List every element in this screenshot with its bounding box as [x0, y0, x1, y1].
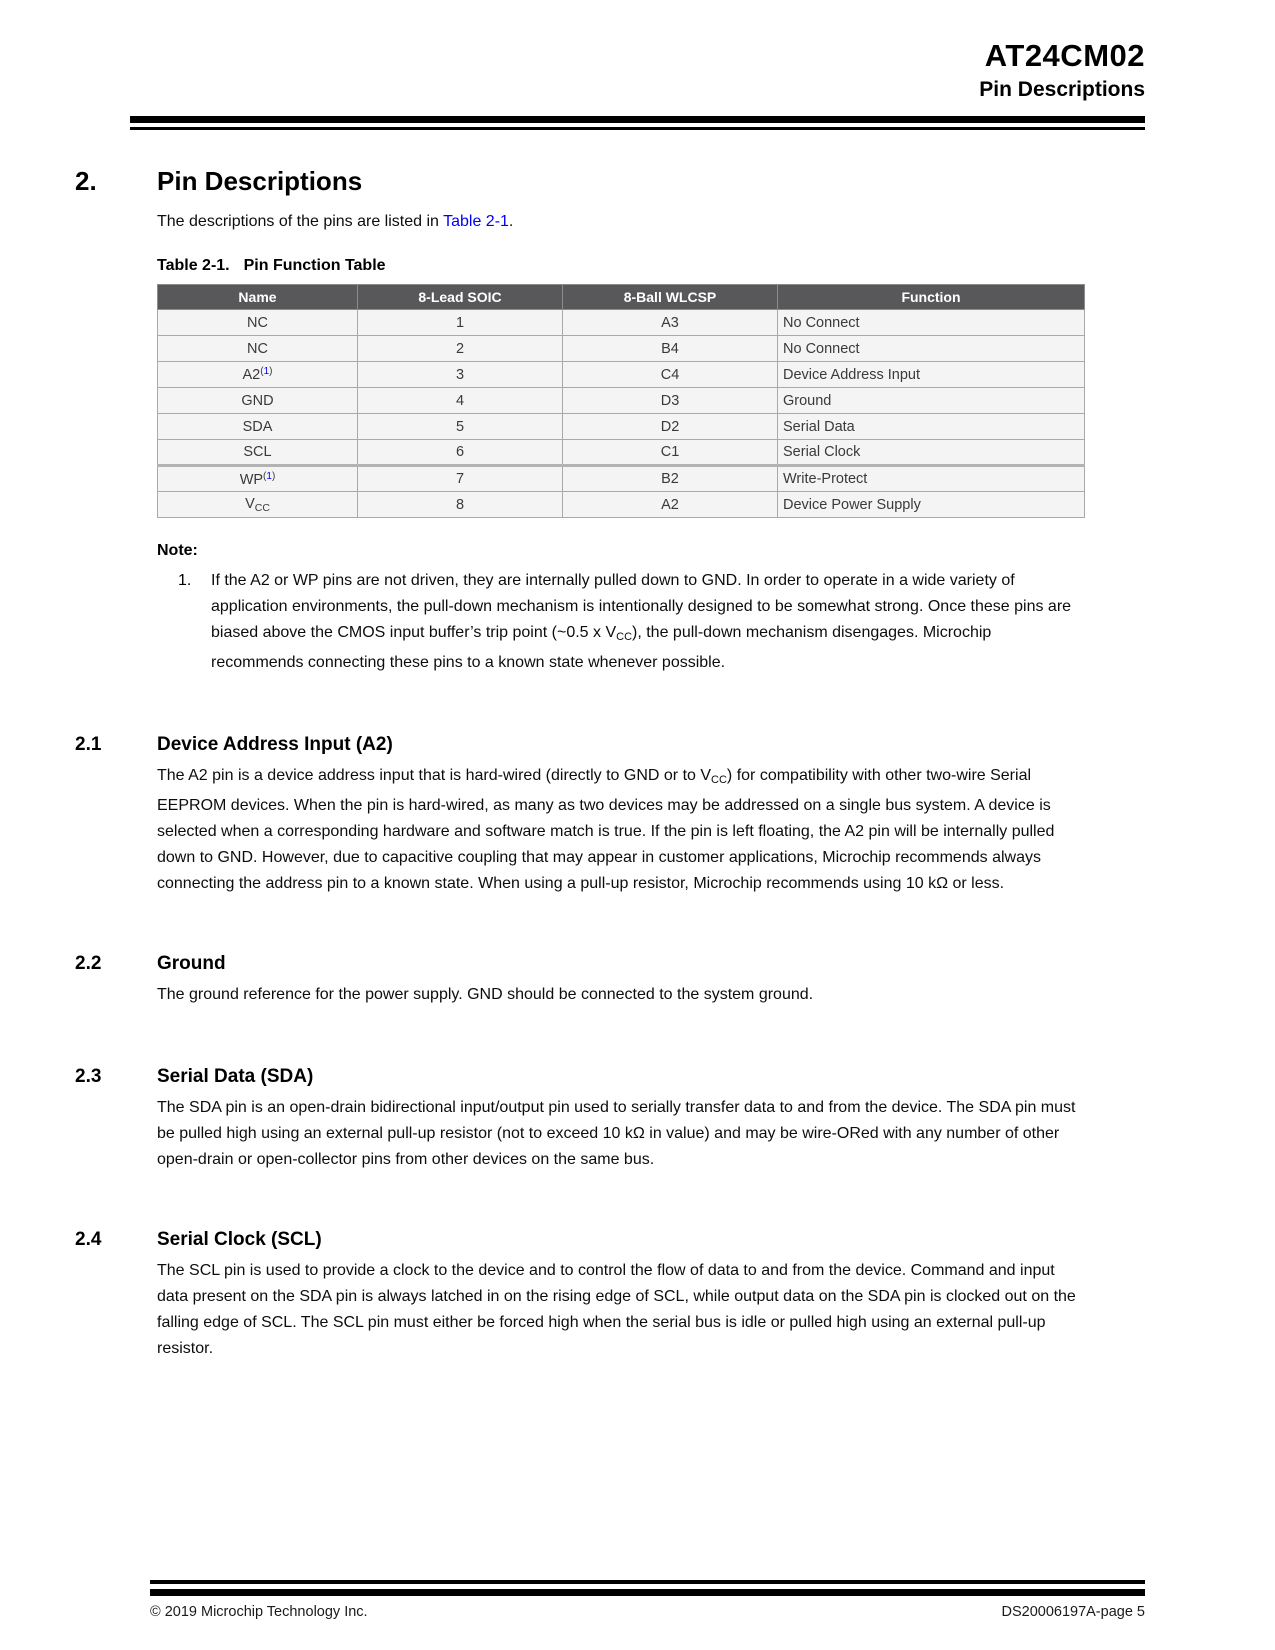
- column-header-function: Function: [778, 285, 1085, 310]
- header-rule-thick: [130, 116, 1145, 123]
- table-caption: [157, 257, 1275, 275]
- note-item-1: [178, 568, 1275, 676]
- footnote-marker: (1): [260, 366, 273, 377]
- table-2-1-link[interactable]: Table 2-1: [443, 213, 509, 230]
- table-row: [158, 492, 1085, 518]
- pin-name-cell: A2$^{(1)}$: [158, 362, 358, 388]
- table-row: [158, 336, 1085, 362]
- note-text-part2: ), the pull-down mechanism disengages. Microchip recommends connecting these pins to a known state whenever possible.: [211, 624, 992, 671]
- table-row: [158, 466, 1085, 492]
- table-row: [158, 362, 1085, 388]
- pin-soic-cell: 6: [358, 440, 563, 466]
- table-header-row: [158, 285, 1085, 310]
- column-header-wlcsp: 8-Ball WLCSP: [563, 285, 778, 310]
- pin-wlcsp-cell: D2: [563, 414, 778, 440]
- header-divider: [130, 116, 1145, 130]
- pin-name-cell: SCL: [158, 440, 358, 466]
- table-row: [158, 414, 1085, 440]
- section-2-3-heading: [0, 1066, 1275, 1088]
- pin-name-cell: WP$^{(1)}$: [158, 466, 358, 492]
- s21-text-part1: The A2 pin is a device address input that is hard-wired (directly to GND or to V: [157, 767, 712, 784]
- s21-text-part2: ) for compatibility with other two-wire Serial EEPROM devices. When the pin is hard-wired, as many as two devices may be addressed on a single bus system. A device is selected when a corresponding hardware and software match is true. If the pin is left floating, the A2 pin will be internally pulled down to GND. However, due to capacitive coupling that may appear in customer applications, Microchip recommends always connecting the address pin to a known state. When using a pull-up resistor, Microchip recommends using 10 kΩ or less.: [157, 767, 1055, 892]
- column-header-name: Name: [158, 285, 358, 310]
- table-caption-label: Table 2-1.: [157, 257, 230, 274]
- section-2-2-heading: [0, 953, 1275, 975]
- section-title: Serial Data (SDA): [157, 1066, 314, 1087]
- pin-soic-cell: 2: [358, 336, 563, 362]
- section-number: 2.4: [75, 1229, 102, 1250]
- footer-copyright: © 2019 Microchip Technology Inc.: [150, 1604, 368, 1620]
- section-title: Pin Descriptions: [157, 166, 363, 196]
- note-item-text: [211, 568, 1083, 676]
- pin-wlcsp-cell: A2: [563, 492, 778, 518]
- pin-function-cell: Serial Clock: [778, 440, 1085, 466]
- section-2-1-heading: [0, 734, 1275, 756]
- pin-table-body: [158, 310, 1085, 518]
- table-row: [158, 440, 1085, 466]
- section-2-3-body: The SDA pin is an open-drain bidirectional input/output pin used to serially transfer data to and from the device. The SDA pin must be pulled high using an external pull-up resistor (not to exceed 10 kΩ in value) and may be wire-ORed with any number of other open-drain or open-collector pins from other devices on the same bus.: [157, 1099, 1076, 1168]
- pin-wlcsp-cell: A3: [563, 310, 778, 336]
- table-row: [158, 310, 1085, 336]
- document-subtitle: Pin Descriptions: [979, 78, 1145, 101]
- note-text-part1: If the A2 or WP pins are not driven, they are internally pulled down to GND. In order to operate in a wide variety of application environments, the pull-down mechanism is intentionally designed to be somewhat strong. Once these pins are biased above the CMOS input buffer’s trip point (~0.5 x V: [211, 572, 1072, 641]
- pin-soic-cell: 8: [358, 492, 563, 518]
- section-number: 2.2: [75, 953, 102, 974]
- intro-paragraph: [157, 209, 1087, 235]
- pin-function-cell: Serial Data: [778, 414, 1085, 440]
- footnote-1-link[interactable]: 1: [266, 470, 272, 482]
- page-footer: [0, 1580, 1275, 1620]
- pin-function-cell: No Connect: [778, 310, 1085, 336]
- pin-soic-cell: 3: [358, 362, 563, 388]
- pin-wlcsp-cell: C1: [563, 440, 778, 466]
- column-header-soic: 8-Lead SOIC: [358, 285, 563, 310]
- section-title: Ground: [157, 953, 226, 974]
- document-title: AT24CM02: [984, 38, 1145, 73]
- pin-function-cell: Ground: [778, 388, 1085, 414]
- pin-name-cell: GND: [158, 388, 358, 414]
- intro-text-pre: The descriptions of the pins are listed in: [157, 213, 444, 230]
- pin-soic-cell: 7: [358, 466, 563, 492]
- section-title: Device Address Input (A2): [157, 734, 393, 755]
- section-2-4-heading: [0, 1229, 1275, 1251]
- pin-name-cell: NC: [158, 336, 358, 362]
- footnote-marker: (1): [263, 470, 276, 482]
- pin-soic-cell: 5: [358, 414, 563, 440]
- footer-rule-thin: [150, 1580, 1145, 1584]
- pin-wlcsp-cell: D3: [563, 388, 778, 414]
- footer-rule-thick: [150, 1589, 1145, 1596]
- vcc-subscript: CC: [616, 631, 633, 643]
- vcc-subscript: CC: [711, 774, 727, 786]
- section-2-2-body: The ground reference for the power supply. GND should be connected to the system ground.: [157, 986, 814, 1003]
- section-2-heading: [0, 166, 1275, 197]
- header-rule-thin: [130, 127, 1145, 130]
- pin-wlcsp-cell: B4: [563, 336, 778, 362]
- pin-wlcsp-cell: C4: [563, 362, 778, 388]
- table-caption-title: Pin Function Table: [243, 257, 386, 274]
- intro-text-post: .: [508, 213, 514, 230]
- footnote-1-link[interactable]: 1: [263, 366, 270, 377]
- note-item-number: 1.: [178, 572, 192, 589]
- pin-wlcsp-cell: B2: [563, 466, 778, 492]
- pin-function-table: [157, 284, 1085, 518]
- section-number: 2.3: [75, 1066, 102, 1087]
- footer-doc-id: DS20006197A-page 5: [1001, 1604, 1145, 1620]
- pin-function-cell: Write-Protect: [778, 466, 1085, 492]
- pin-soic-cell: 1: [358, 310, 563, 336]
- pin-function-cell: No Connect: [778, 336, 1085, 362]
- pin-name-cell: $V_{CC}$: [158, 492, 358, 518]
- table-row: [158, 388, 1085, 414]
- section-number: 2.1: [75, 734, 102, 755]
- footer-divider: [150, 1580, 1145, 1596]
- pin-name-cell: SDA: [158, 414, 358, 440]
- pin-name-cell: NC: [158, 310, 358, 336]
- pin-soic-cell: 4: [358, 388, 563, 414]
- note-label: Note:: [157, 542, 198, 559]
- page-header: [0, 0, 1275, 102]
- section-2-1-body: [157, 763, 1087, 897]
- pin-function-cell: Device Power Supply: [778, 492, 1085, 518]
- section-title: Serial Clock (SCL): [157, 1229, 322, 1250]
- vcc-subscript: CC: [254, 501, 270, 514]
- pin-function-cell: Device Address Input: [778, 362, 1085, 388]
- section-2-4-body: The SCL pin is used to provide a clock to the device and to control the flow of data to and from the device. Command and input data present on the SDA pin is always latched in on the rising edge of SCL, while output data on the SDA pin is clocked out on the falling edge of SCL. The SCL pin must either be forced high when the serial bus is idle or pulled high using an external pull-up resistor.: [157, 1262, 1076, 1357]
- section-number: 2.: [75, 166, 97, 196]
